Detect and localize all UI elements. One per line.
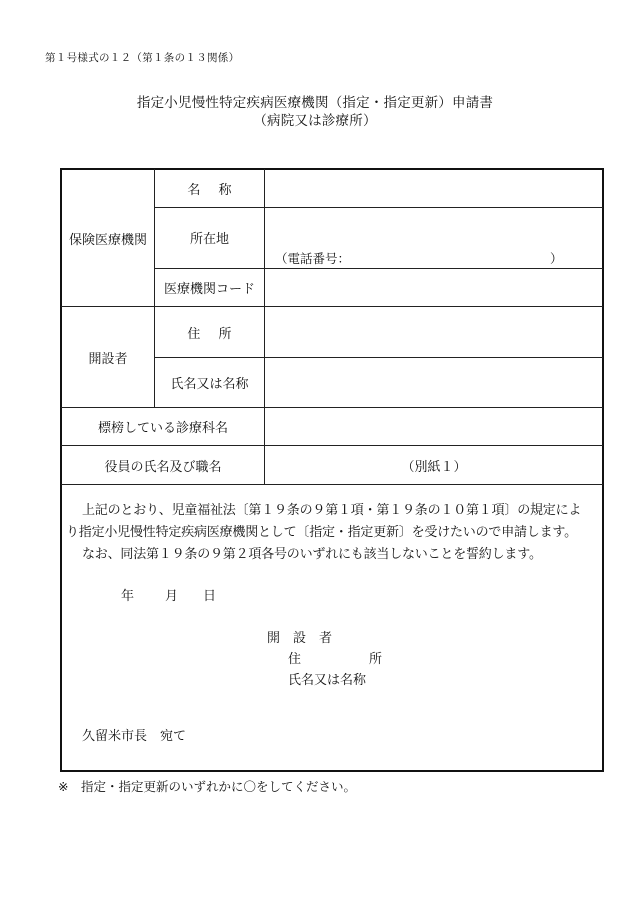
founder-address-field[interactable] — [265, 307, 603, 357]
signature-name-label: 氏名又は名称 — [288, 673, 367, 688]
founder-label: 開設者 — [88, 351, 128, 367]
departments-field[interactable] — [265, 408, 603, 445]
declaration-line-1: 上記のとおり、児童福祉法〔第１９条の９第１項・第１９条の１０第１項〕の規定によ — [82, 503, 582, 518]
declaration-line-3: なお、同法第１９条の９第２項各号のいずれにも該当しないことを誓約します。 — [82, 547, 542, 562]
document-subtitle: （病院又は診療所） — [253, 113, 377, 129]
signature-address-label-right: 所 — [369, 652, 383, 667]
institution-code-label: 医療機関コード — [163, 282, 255, 297]
form-number: 第１号様式の１２（第１条の１３関係） — [45, 52, 240, 64]
phone-label: （電話番号： — [275, 251, 351, 266]
grid-line — [61, 484, 603, 485]
founder-name-label: 氏名又は名称 — [170, 377, 249, 392]
location-field[interactable] — [265, 208, 603, 243]
officers-label: 役員の氏名及び職名 — [104, 459, 222, 475]
document-title: 指定小児慢性特定疾病医療機関（指定・指定更新）申請書 — [136, 95, 494, 111]
institution-code-field[interactable] — [265, 269, 603, 306]
officers-value: （別紙１） — [401, 459, 467, 475]
address-label: 住 所 — [187, 326, 232, 342]
addressee: 久留米市長 宛て — [82, 729, 187, 744]
date-year-label: 年 — [121, 589, 135, 604]
signature-address-label-left: 住 — [288, 652, 302, 667]
founder-name-field[interactable] — [265, 358, 603, 407]
date-month-label: 月 — [165, 589, 179, 604]
declaration-line-2: り指定小児慢性特定疾病医療機関として〔指定・指定更新〕を受けたいので申請します。 — [66, 525, 577, 540]
name-label: 名 称 — [187, 183, 232, 198]
phone-close-bracket: ） — [550, 251, 563, 266]
departments-label: 標榜している診療科名 — [97, 421, 228, 436]
name-field[interactable] — [265, 170, 603, 207]
insurance-institution-label: 保険医療機関 — [68, 232, 147, 248]
signature-founder-heading: 開 設 者 — [267, 631, 333, 646]
location-label: 所在地 — [189, 231, 229, 247]
date-day-label: 日 — [203, 589, 217, 604]
footnote: ※ 指定・指定更新のいずれかに〇をしてください。 — [58, 779, 356, 794]
